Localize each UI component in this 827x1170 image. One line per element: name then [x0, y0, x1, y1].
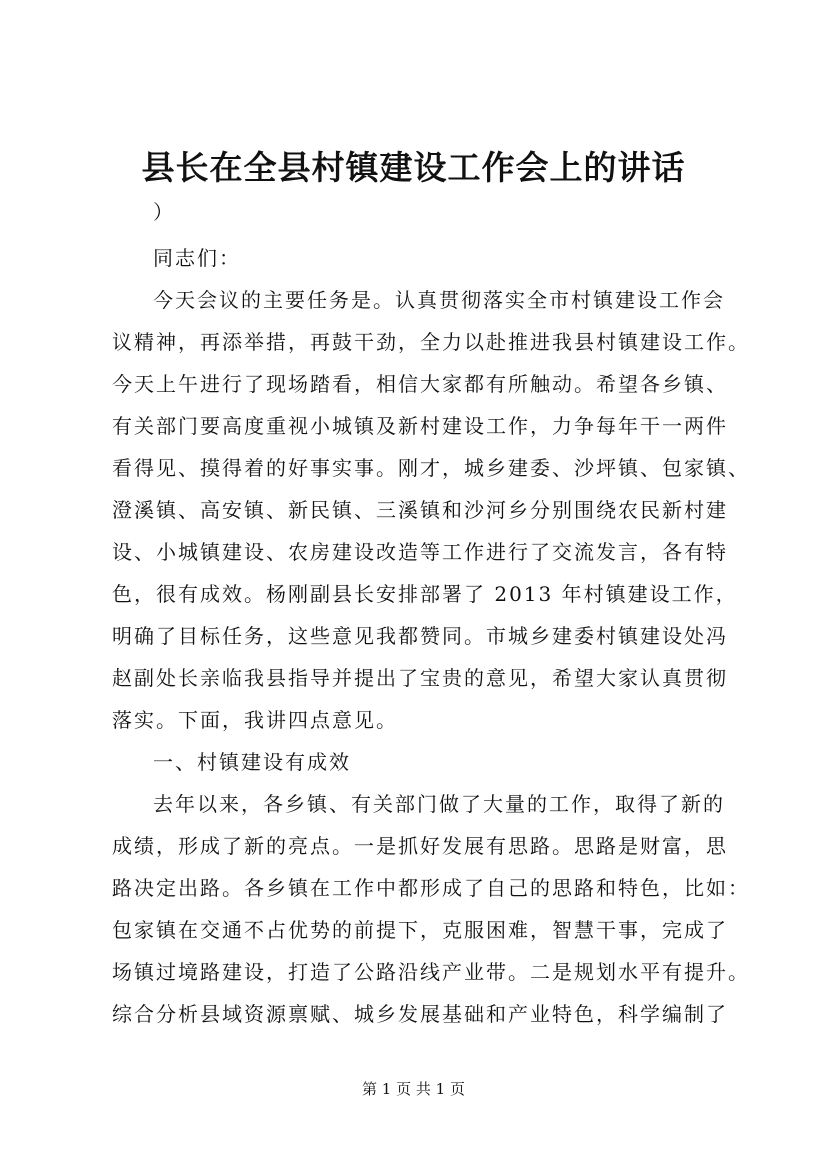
- page-footer: 第 1 页 共 1 页: [362, 1080, 465, 1098]
- body-line: 有关部门要高度重视小城镇及新村建设工作，力争每年干一两件: [112, 414, 728, 438]
- body-line: 路决定出路。各乡镇在工作中都形成了自己的思路和特色，比如：: [112, 876, 750, 900]
- body-line: 去年以来，各乡镇、有关部门做了大量的工作，取得了新的: [153, 792, 725, 816]
- body-line: 澄溪镇、高安镇、新民镇、三溪镇和沙河乡分别围绕农民新村建: [112, 498, 728, 522]
- body-line: 赵副处长亲临我县指导并提出了宝贵的意见，希望大家认真贯彻: [112, 666, 728, 690]
- body-line: 落实。下面，我讲四点意见。: [112, 708, 398, 732]
- section-heading: 一、村镇建设有成效: [153, 750, 351, 774]
- body-line: 今天会议的主要任务是。认真贯彻落实全市村镇建设工作会: [153, 288, 725, 312]
- document-title: 县长在全县村镇建设工作会上的讲话: [141, 148, 686, 187]
- body-line: 议精神，再添举措，再鼓干劲，全力以赴推进我县村镇建设工作。: [112, 330, 750, 354]
- body-line: 看得见、摸得着的好事实事。刚才，城乡建委、沙坪镇、包家镇、: [112, 456, 750, 480]
- body-line: 场镇过境路建设，打造了公路沿线产业带。二是规划水平有提升。: [112, 960, 750, 984]
- body-line: 色，很有成效。杨刚副县长安排部署了 2013 年村镇建设工作，: [112, 582, 738, 606]
- body-line: 今天上午进行了现场踏看，相信大家都有所触动。希望各乡镇、: [112, 372, 728, 396]
- body-line: 包家镇在交通不占优势的前提下，克服困难，智慧干事，完成了: [112, 918, 728, 942]
- paren-mark: ）: [153, 200, 175, 224]
- body-line: 综合分析县域资源禀赋、城乡发展基础和产业特色，科学编制了: [112, 1002, 728, 1026]
- body-line: 设、小城镇建设、农房建设改造等工作进行了交流发言，各有特: [112, 540, 728, 564]
- salutation-line: 同志们：: [153, 246, 241, 270]
- body-line: 成绩，形成了新的亮点。一是抓好发展有思路。思路是财富，思: [112, 834, 728, 858]
- body-line: 明确了目标任务，这些意见我都赞同。市城乡建委村镇建设处冯: [112, 624, 728, 648]
